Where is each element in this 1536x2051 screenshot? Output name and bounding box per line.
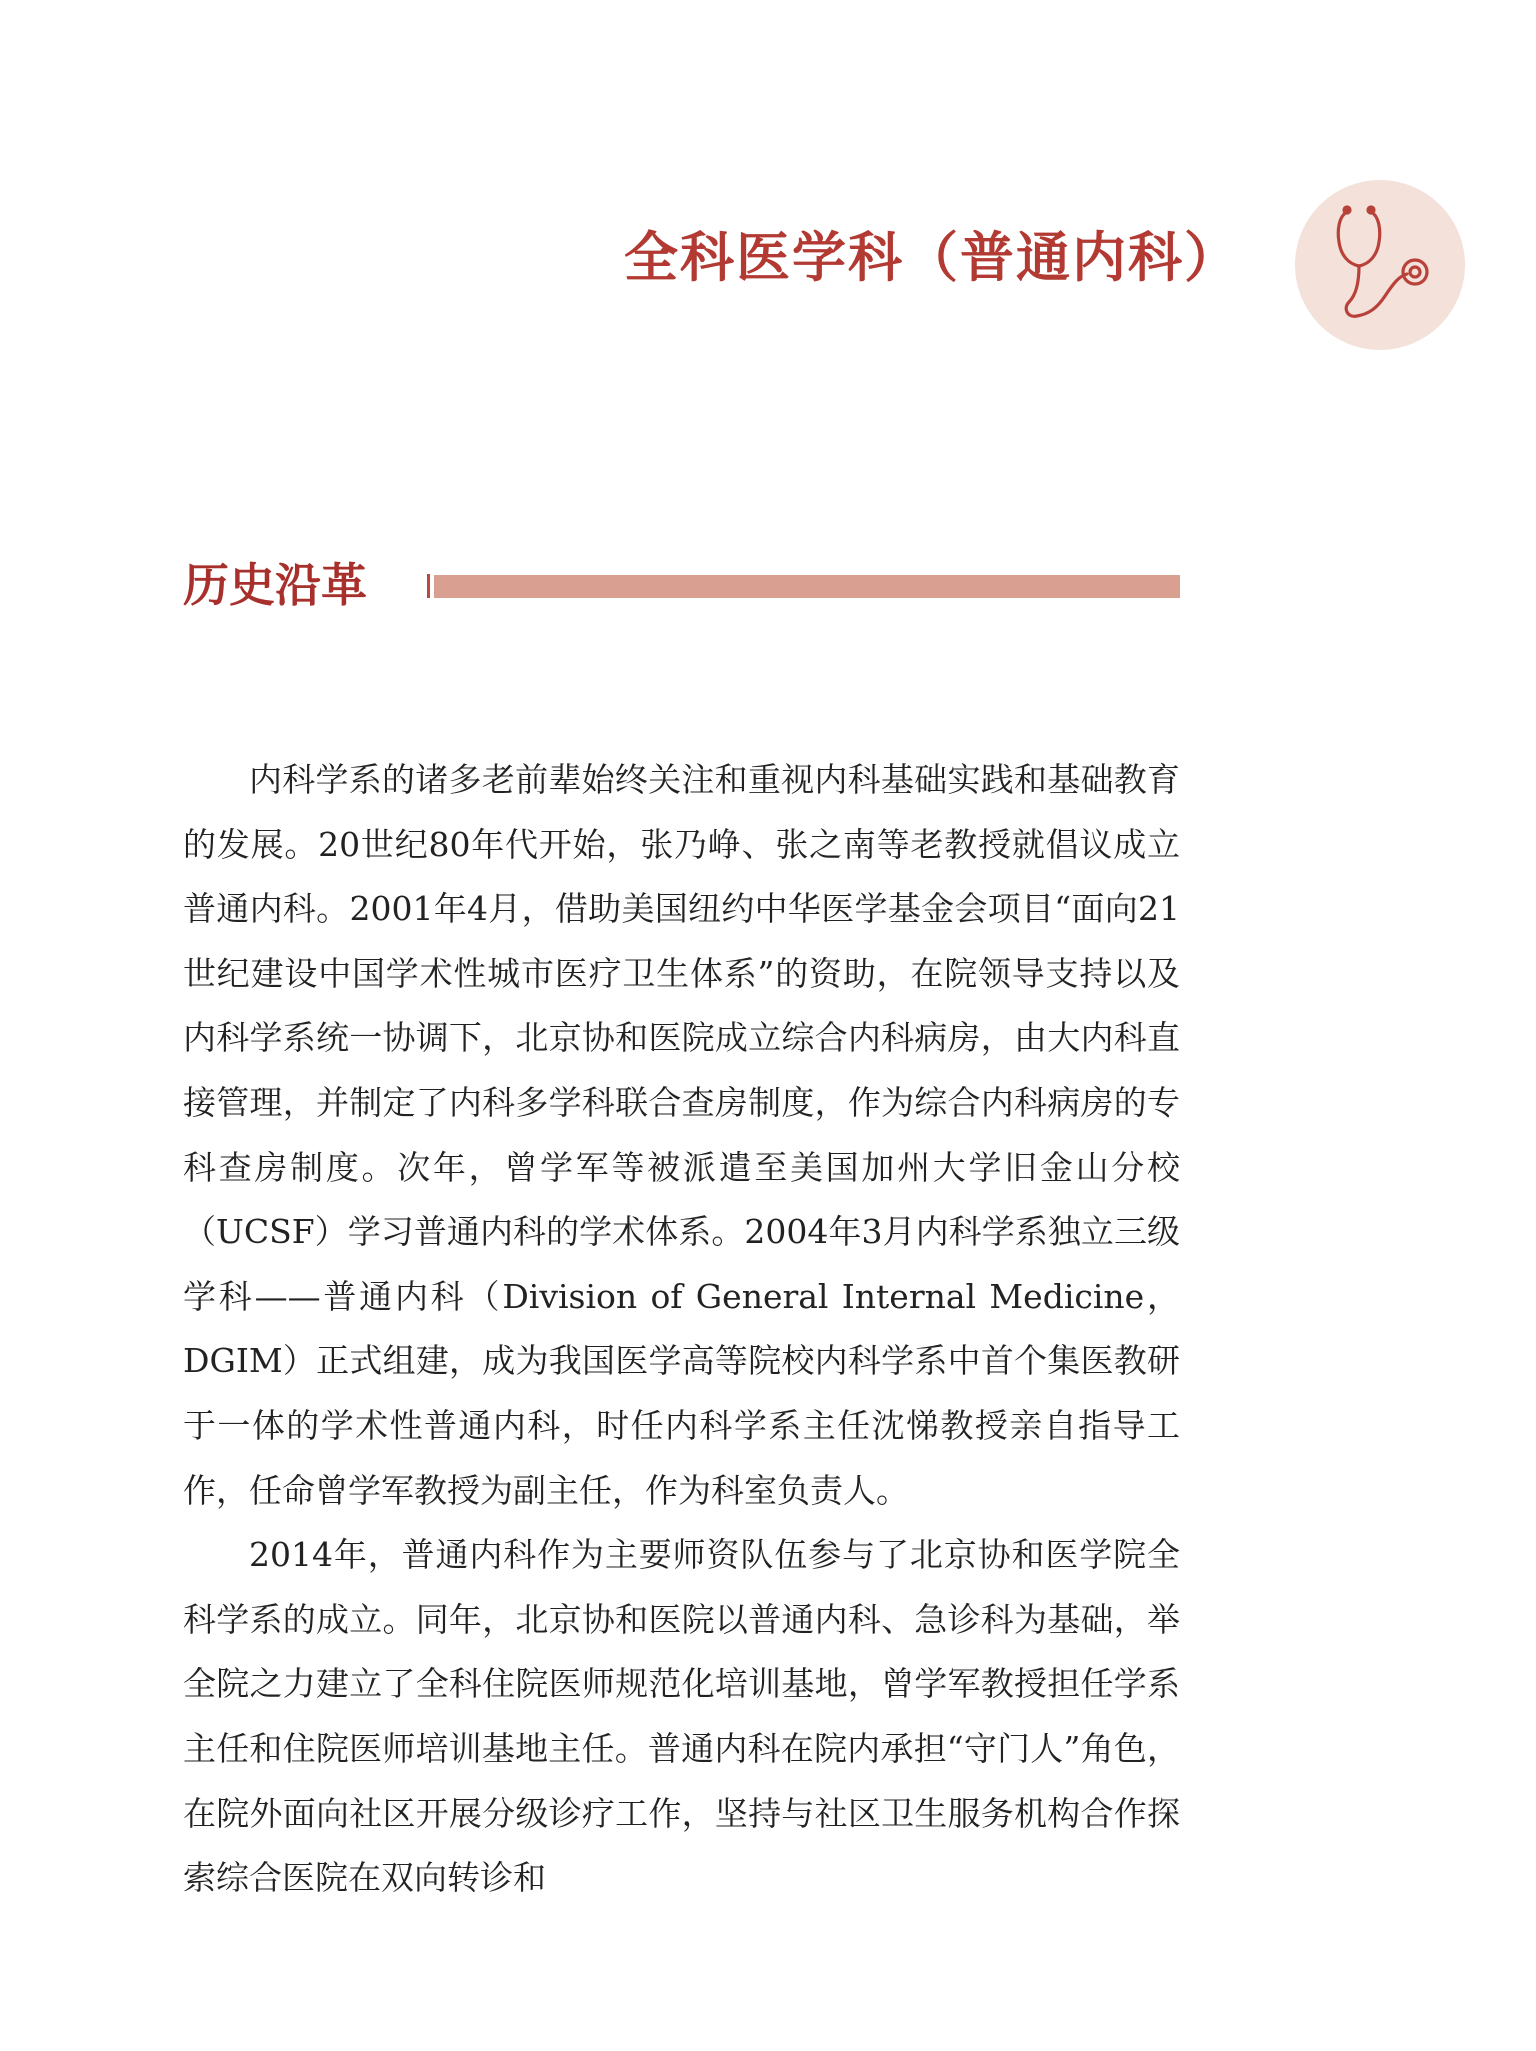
body-text — [183, 748, 1180, 1911]
paragraph-1: 内科学系的诸多老前辈始终关注和重视内科基础实践和基础教育的发展。20世纪80年代开始，张乃峥、张之南等老教授就倡议成立普通内科。2001年4月，借助美国纽约中华医学基金会项目“面向21世纪建设中国学术性城市医疗卫生体系”的资助，在院领导支持以及内科学系统一协调下，北京协和医院成立综合内科病房，由大内科直接管理，并制定了内科多学科联合查房制度，作为综合内科病房的专科查房制度。次年，曾学军等被派遣至美国加州大学旧金山分校（UCSF）学习普通内科的学术体系。2004年3月内科学系独立三级学科——普通内科（Division of General Internal Medicine，DGIM）正式组建，成为我国医学高等院校内科学系中首个集医教研于一体的学术性普通内科，时任内科学系主任沈悌教授亲自指导工作，任命曾学军教授为副主任，作为科室负责人。 — [183, 760, 1180, 1510]
heading-divider-bar — [434, 575, 1180, 598]
stethoscope-icon — [1295, 180, 1465, 350]
heading-tick — [427, 574, 430, 598]
chapter-title: 全科医学科（普通内科） — [624, 225, 1240, 289]
stethoscope-emblem — [1295, 180, 1465, 350]
paragraph-2: 2014年，普通内科作为主要师资队伍参与了北京协和医学院全科学系的成立。同年，北京协和医院以普通内科、急诊科为基础，举全院之力建立了全科住院医师规范化培训基地，曾学军教授担任学系主任和住院医师培训基地主任。普通内科在院内承担“守门人”角色，在院外面向社区开展分级诊疗工作，坚持与社区卫生服务机构合作探索综合医院在双向转诊和 — [183, 1535, 1180, 1898]
section-heading: 历史沿革 — [183, 558, 367, 612]
